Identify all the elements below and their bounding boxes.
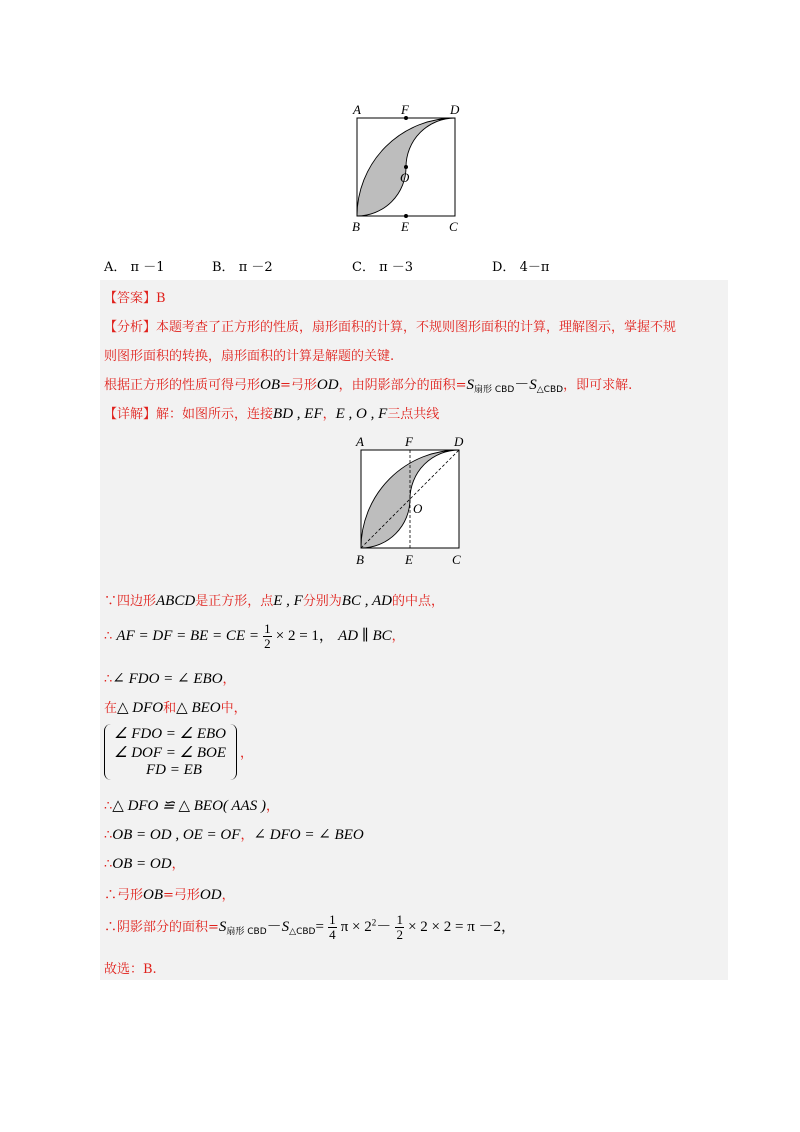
option-a: A． π －1 [104,260,165,275]
label-f-2: F [405,434,413,449]
analysis-line-3: 根据正方形的性质可得弓形OB=弓形OD，由阴影部分的面积$=S_{扇形 CBD}-S_{\triangle CBD}$，即可求解. [104,377,633,395]
analysis-line-2: 则图形面积的转换，扇形面积的计算是解题的关键. [104,349,395,364]
step-9: ∴阴影部分的面积$=S_{扇形 CBD}-S_{\triangle CBD}=$ $\frac{1}{4}$ $\pi \times 2^2-$ $\frac{1}{2}$ × 2 × 2 = π －2， [104,912,517,942]
step-4: 在△ DFO和△ BEO中， [104,700,247,716]
label-a-2: A [356,434,364,449]
label-o: O [400,170,410,185]
label-e: E [401,219,409,234]
figure-1 [345,100,475,235]
step-3: ∴∠ FDO = ∠ EBO， [104,671,236,687]
fraction-half: $\frac{1}{2}$ [264,621,271,651]
step-8: ∴弓形OB=弓形OD， [104,887,235,903]
label-c-2: C [452,552,461,567]
label-e-2: E [405,552,413,567]
analysis-line-1: 【分析】本题考查了正方形的性质，扇形面积的计算，不规则图形面积的计算，理解图示，掌握不规 [104,320,677,335]
option-c: C． π －3 [352,260,414,275]
label-c: C [449,219,458,234]
label-o-2: O [413,501,423,516]
figure-2-svg [350,432,470,572]
solution-panel [100,280,728,980]
step-5: ∴△ DFO ≌ △ BEO( AAS )， [104,798,279,814]
label-b: B [352,219,360,234]
fraction-quarter: $\frac{1}{4}$ [329,912,336,942]
step-2: ∴ AF = DF = BE = CE = $\frac{1}{2}$ × 2 = 1， AD ∥ BC， [104,621,405,651]
label-f: F [401,102,409,117]
label-b-2: B [356,552,364,567]
label-a: A [353,102,361,117]
answer-line: 【答案】B [104,291,166,306]
option-d: D． 4－π [492,260,550,275]
point-o [404,165,408,169]
system-row-1: ∠ FDO = ∠ EBO [114,726,227,742]
figure-2 [350,432,470,572]
fraction-half-2: $\frac{1}{2}$ [396,912,403,942]
label-d-2: D [454,434,464,449]
point-e [404,214,408,218]
step-10-conclusion: 故选：B. [104,962,157,977]
answer-options [104,256,704,278]
option-b: B． π －2 [212,260,273,275]
label-d: D [450,102,460,117]
step-1: ∵四边形ABCD是正方形，点E , F分别为BC , AD的中点， [104,593,444,609]
system-row-3: FD = EB [146,762,202,778]
figure-1-svg [345,100,475,235]
step-6: ∴OB = OD , OE = OF，∠ DFO = ∠ BEO [104,827,364,843]
detail-intro: 【详解】解：如图所示，连接BD , EF，E , O , F三点共线 [104,406,440,422]
congruence-system: ∠ FDO = ∠ EBO ∠ DOF = ∠ BOE FD = EB ， [104,724,254,784]
system-row-2: ∠ DOF = ∠ BOE [114,745,227,761]
step-7: ∴OB = OD， [104,856,185,872]
